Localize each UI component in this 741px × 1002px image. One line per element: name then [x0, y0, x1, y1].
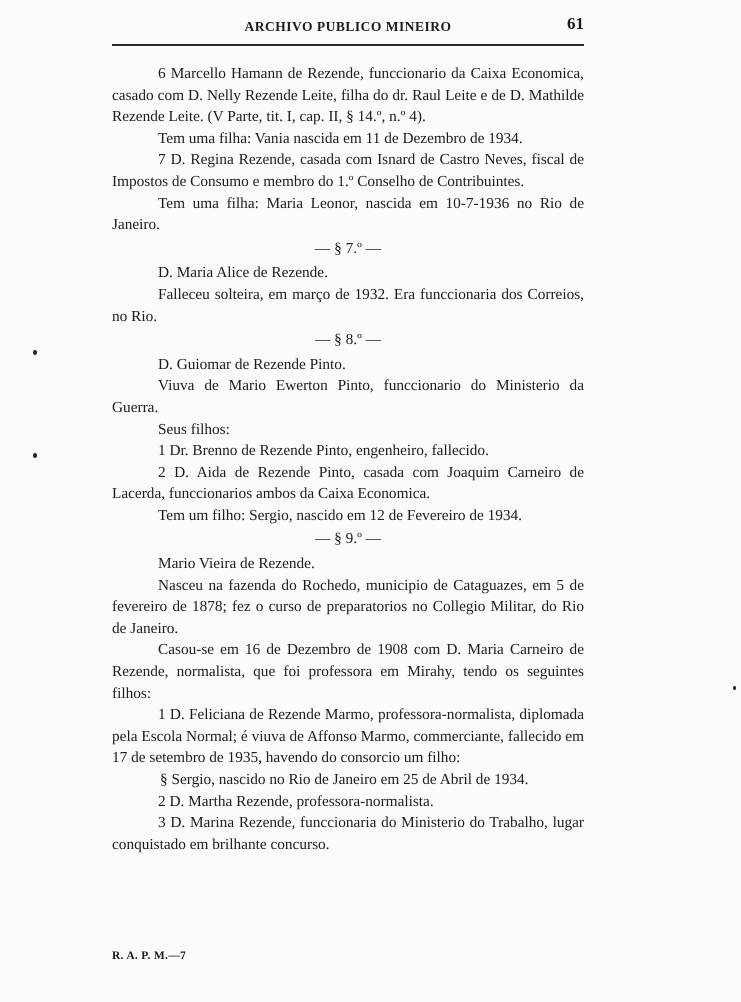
paragraph-marina: 3 D. Marina Rezende, funccionaria do Ministerio do Trabalho, lugar conquistado em brilhante concurso. — [112, 814, 584, 853]
paragraph-regina: 7 D. Regina Rezende, casada com Isnard de Castro Neves, fiscal de Impostos de Consumo e membro do 1.º Conselho de Contribuintes. — [112, 151, 584, 190]
margin-speck — [733, 686, 736, 690]
text-body — [112, 63, 584, 855]
running-header — [112, 12, 584, 46]
paragraph-feliciana: 1 D. Feliciana de Rezende Marmo, professora-normalista, diplomada pela Escola Normal; é viuva de Affonso Marmo, commerciante, fallecido em 17 de setembro de 1935, havendo do consorcio um filho: — [112, 706, 584, 767]
paragraph-seus-filhos: Seus filhos: — [158, 420, 230, 438]
paragraph-sergio-filho: § Sergio, nascido no Rio de Janeiro em 25 de Abril de 1934. — [160, 771, 529, 788]
margin-speck — [33, 350, 37, 355]
paragraph-maria-leonor: Tem uma filha: Maria Leonor, nascida em 10-7-1936 no Rio de Janeiro. — [112, 194, 584, 234]
page-number: 61 — [567, 14, 584, 33]
journal-title: ARCHIVO PUBLICO MINEIRO — [244, 19, 452, 34]
margin-speck — [33, 453, 37, 458]
paragraph-guiomar: D. Guiomar de Rezende Pinto. — [158, 355, 346, 373]
section-heading-7: — § 7.º — — [315, 239, 381, 257]
paragraph-sergio-1934: Tem um filho: Sergio, nascido em 12 de Fevereiro de 1934. — [158, 506, 522, 524]
paragraph-brenno: 1 Dr. Brenno de Rezende Pinto, engenheiro, fallecido. — [158, 442, 489, 460]
section-heading-9: — § 9.º — — [315, 530, 381, 548]
paragraph-vania: Tem uma filha: Vania nascida em 11 de Dezembro de 1934. — [158, 129, 523, 147]
paragraph-martha: 2 D. Martha Rezende, professora-normalista. — [158, 792, 434, 810]
paragraph-maria-alice: D. Maria Alice de Rezende. — [158, 264, 328, 282]
paragraph-casou-se: Casou-se em 16 de Dezembro de 1908 com D. Maria Carneiro de Rezende, normalista, que foi professora em Mirahy, tendo os seguintes filhos: — [112, 641, 584, 702]
paragraph-falleceu: Falleceu solteira, em março de 1932. Era funccionaria dos Correios, no Rio. — [112, 285, 584, 325]
paragraph-mario-vieira: Mario Vieira de Rezende. — [158, 555, 315, 573]
paragraph-aida: 2 D. Aida de Rezende Pinto, casada com Joaquim Carneiro de Lacerda, funccionarios ambos da Caixa Economica. — [112, 463, 584, 503]
section-heading-8: — § 8.º — — [315, 331, 381, 349]
signature-mark: R. A. P. M.—7 — [112, 950, 187, 962]
paragraph-viuva: Viuva de Mario Ewerton Pinto, funccionario do Ministerio da Guerra. — [112, 377, 584, 416]
paragraph-marcello: 6 Marcello Hamann de Rezende, funccionario da Caixa Economica, casado com D. Nelly Rezende Leite, filha do dr. Raul Leite e de D. Mathilde Rezende Leite. (V Parte, tit. I, cap. II, § 14.º, n.º 4). — [112, 65, 584, 126]
paragraph-nasceu: Nasceu na fazenda do Rochedo, municipio de Cataguazes, em 5 de fevereiro de 1878; fez o curso de preparatorios no Collegio Militar, do Rio de Janeiro. — [112, 576, 584, 637]
